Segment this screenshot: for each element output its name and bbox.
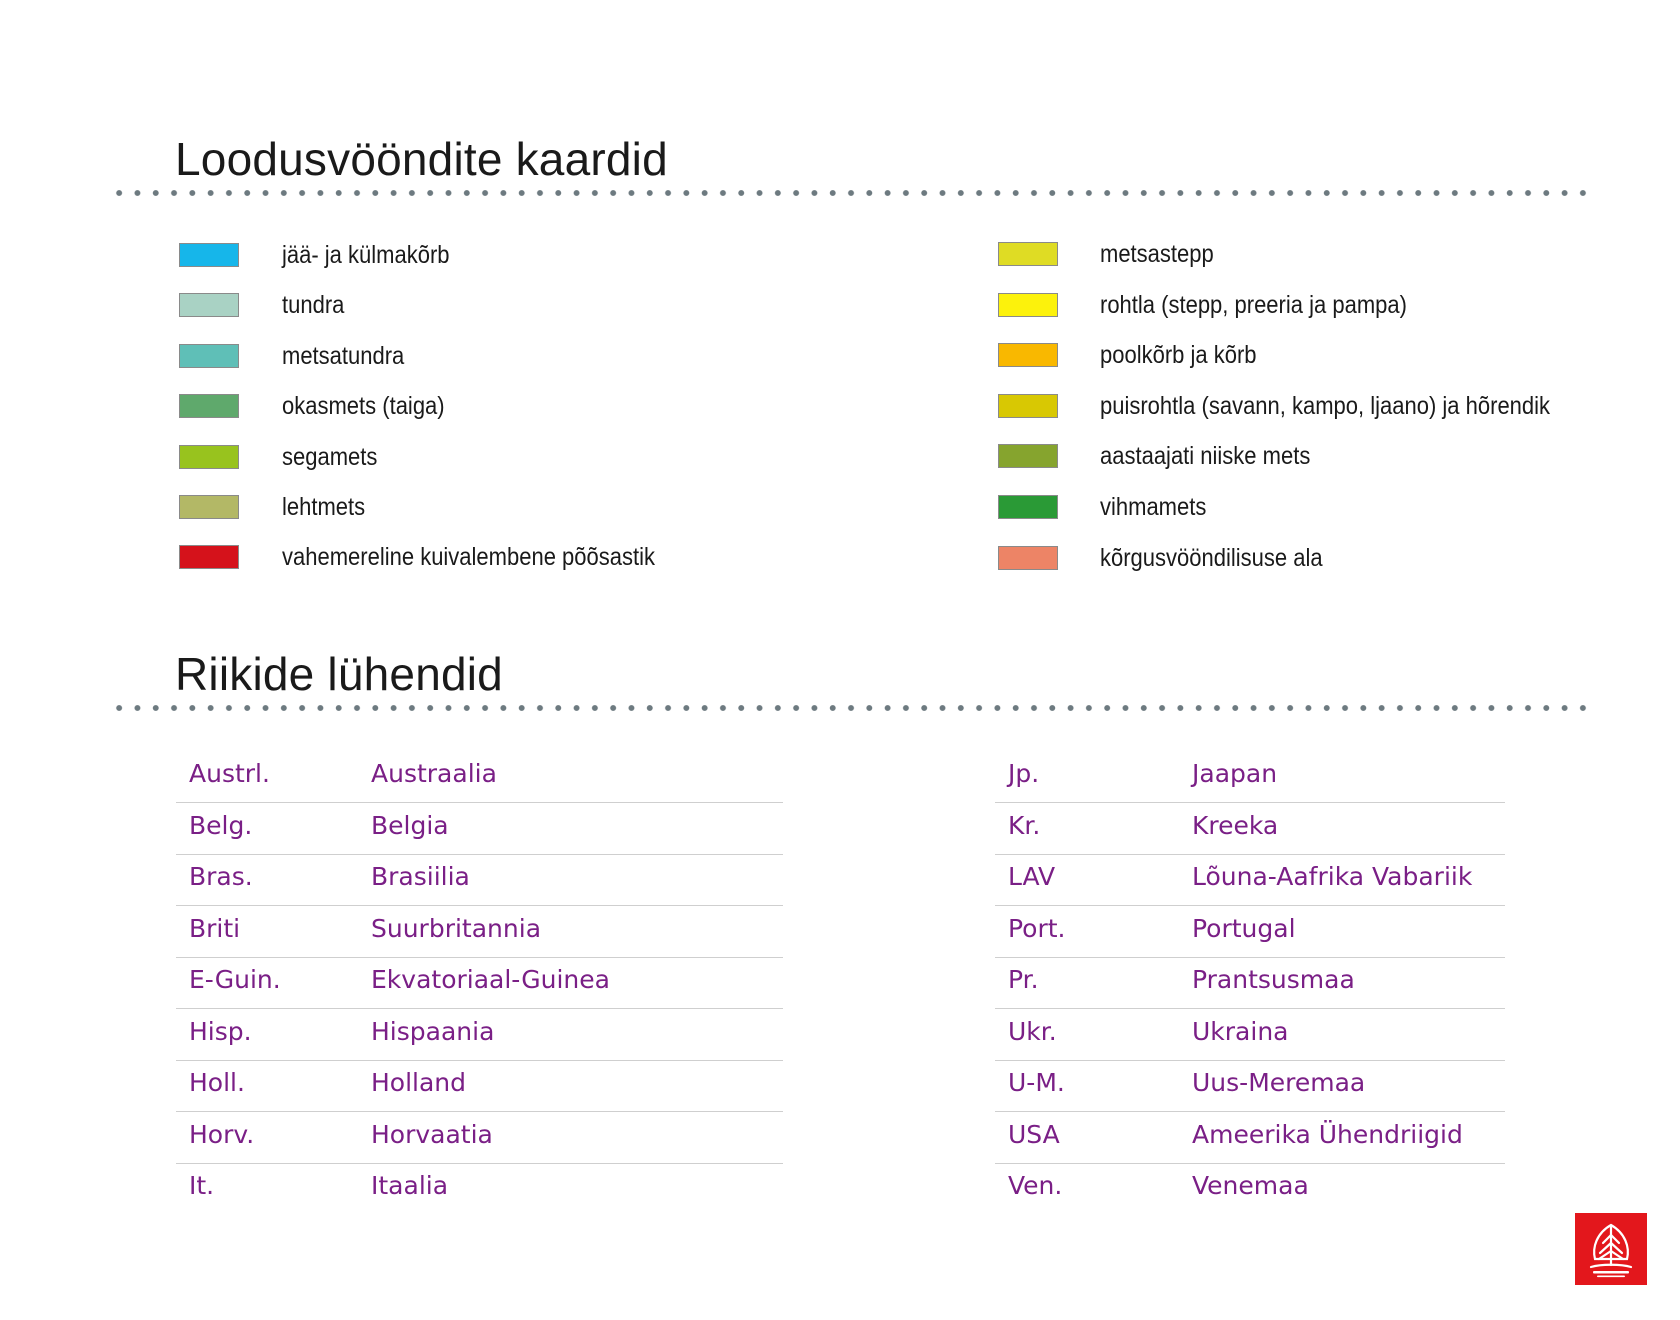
legend-item (998, 335, 1680, 375)
zones-heading: Loodusvööndite kaardid (175, 133, 668, 185)
country-name: Belgia (371, 810, 449, 840)
abbreviation-row (176, 752, 783, 803)
abbreviation-row (995, 752, 1505, 803)
country-abbreviation: Pr. (1008, 965, 1039, 994)
legend-item (179, 386, 939, 426)
country-name: Horvaatia (371, 1119, 493, 1149)
legend-swatch (998, 394, 1058, 418)
countries-dotted-divider (110, 704, 1592, 712)
abbreviation-row (176, 1164, 783, 1215)
country-abbreviation: Briti (189, 913, 241, 943)
country-name: Brasiilia (371, 862, 470, 891)
abbreviation-row (995, 1113, 1505, 1164)
country-name: Austraalia (371, 759, 497, 788)
legend-label: rohtla (stepp, preeria ja pampa) (1100, 290, 1407, 319)
country-abbreviation: Belg. (189, 810, 253, 840)
legend-label: vihmamets (1100, 493, 1207, 521)
legend-label: okasmets (taiga) (282, 392, 445, 421)
abbreviation-row (176, 958, 783, 1009)
legend-label: lehtmets (282, 493, 366, 521)
countries-heading: Riikide lühendid (175, 648, 503, 700)
legend-swatch (998, 444, 1058, 468)
abbreviation-row (995, 958, 1505, 1009)
legend-label: poolkõrb ja kõrb (1100, 341, 1257, 370)
legend-swatch (179, 445, 239, 469)
country-abbreviation: Austrl. (189, 759, 270, 788)
legend-item (998, 487, 1680, 527)
legend-swatch (998, 242, 1058, 266)
country-name: Ukraina (1192, 1016, 1289, 1046)
legend-item (179, 336, 939, 376)
legend-item (998, 538, 1680, 578)
country-abbreviation: It. (189, 1171, 215, 1200)
legend-item (179, 487, 939, 527)
abbreviation-row (995, 1164, 1505, 1215)
legend-label: metsatundra (282, 341, 405, 370)
abbreviation-row (995, 1010, 1505, 1061)
country-abbreviation: E-Guin. (189, 965, 281, 994)
legend-swatch (998, 343, 1058, 367)
legend-swatch (998, 495, 1058, 519)
country-name: Jaapan (1192, 759, 1278, 788)
abbreviation-row (995, 804, 1505, 855)
country-name: Portugal (1192, 913, 1296, 943)
legend-swatch (179, 243, 239, 267)
country-abbreviation: Ven. (1008, 1171, 1063, 1200)
legend-swatch (179, 495, 239, 519)
abbreviation-row (176, 1061, 783, 1112)
legend-label: metsastepp (1100, 240, 1214, 268)
legend-label: aastaajati niiske mets (1100, 442, 1311, 471)
country-name: Ekvatoriaal-Guinea (371, 965, 610, 994)
legend-swatch (179, 545, 239, 569)
abbreviation-row (176, 855, 783, 906)
country-abbreviation: Horv. (189, 1119, 255, 1149)
country-name: Lõuna-Aafrika Vabariik (1192, 862, 1473, 891)
publisher-tree-logo-icon (1575, 1213, 1647, 1285)
country-name: Uus-Meremaa (1192, 1068, 1366, 1097)
legend-label: segamets (282, 442, 378, 471)
country-name: Itaalia (371, 1171, 449, 1200)
legend-label: kõrgusvööndilisuse ala (1100, 543, 1323, 572)
legend-swatch (179, 394, 239, 418)
country-name: Prantsusmaa (1192, 965, 1355, 994)
legend-item (998, 285, 1680, 325)
legend-item (998, 386, 1680, 426)
legend-item (998, 234, 1680, 274)
abbreviation-row (176, 1113, 783, 1164)
legend-item (179, 235, 939, 275)
legend-label: puisrohtla (savann, kampo, ljaano) ja hõrendik (1100, 391, 1551, 420)
country-name: Venemaa (1192, 1171, 1309, 1200)
abbreviation-row (995, 855, 1505, 906)
country-abbreviation: Ukr. (1008, 1016, 1057, 1046)
legend-item (998, 436, 1680, 476)
abbreviation-row (995, 1061, 1505, 1112)
country-abbreviation: Hisp. (189, 1016, 252, 1046)
legend-swatch (179, 293, 239, 317)
abbreviation-row (176, 1010, 783, 1061)
country-abbreviation: Holl. (189, 1068, 245, 1097)
legend-swatch (998, 546, 1058, 570)
country-abbreviation: USA (1008, 1119, 1060, 1149)
country-abbreviation: Port. (1008, 913, 1066, 943)
legend-label: tundra (282, 291, 345, 320)
legend-label: jää- ja külmakõrb (282, 241, 450, 269)
zones-dotted-divider (110, 189, 1592, 197)
country-name: Kreeka (1192, 810, 1279, 840)
country-name: Suurbritannia (371, 913, 542, 943)
legend-item (179, 285, 939, 325)
abbreviation-row (176, 804, 783, 855)
country-name: Holland (371, 1068, 467, 1097)
legend-swatch (998, 293, 1058, 317)
abbreviation-row (176, 907, 783, 958)
country-name: Ameerika Ühendriigid (1192, 1119, 1463, 1149)
country-name: Hispaania (371, 1016, 495, 1046)
country-abbreviation: Bras. (189, 862, 253, 891)
country-abbreviation: Kr. (1008, 810, 1041, 840)
country-abbreviation: U-M. (1008, 1068, 1065, 1097)
legend-swatch (179, 344, 239, 368)
legend-item (179, 437, 939, 477)
legend-label: vahemereline kuivalembene põõsastik (282, 543, 655, 572)
country-abbreviation: Jp. (1008, 759, 1040, 788)
country-abbreviation: LAV (1008, 862, 1056, 891)
legend-item (179, 537, 939, 577)
publisher-logo (1575, 1213, 1647, 1285)
abbreviation-row (995, 907, 1505, 958)
